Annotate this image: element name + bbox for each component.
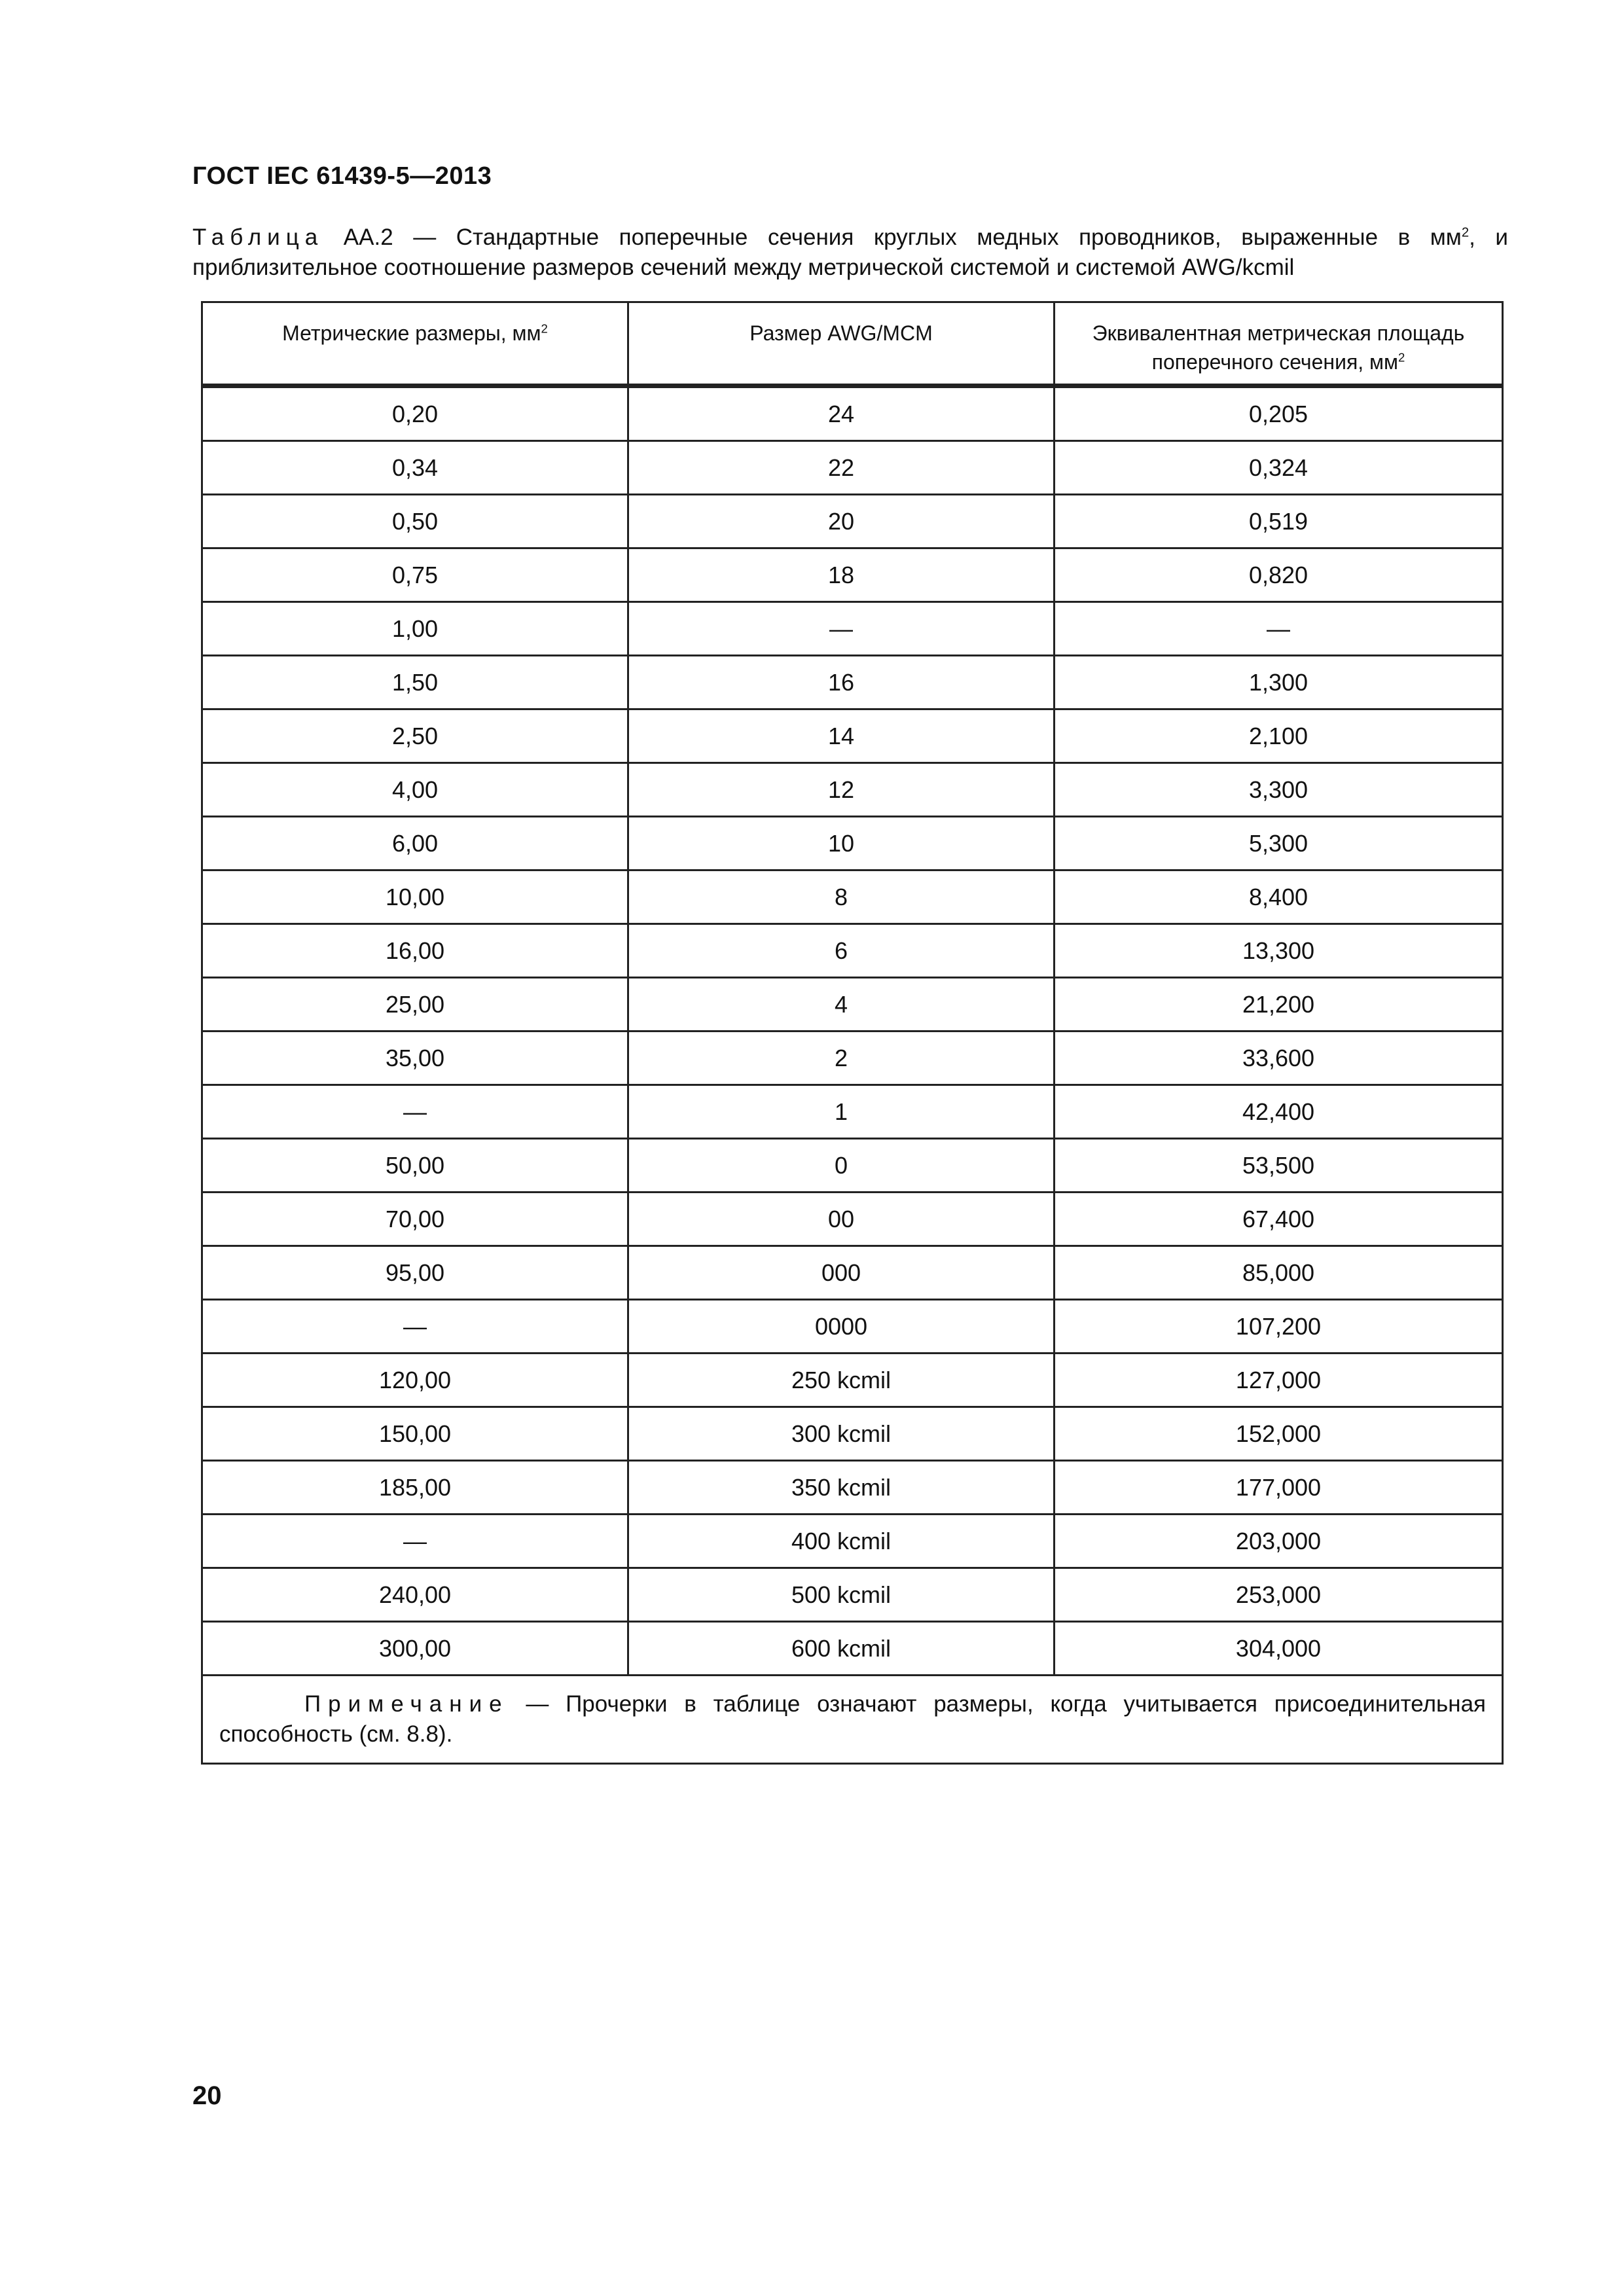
- cell-equivalent-area: 2,100: [1055, 709, 1503, 763]
- cell-metric-size: 0,75: [202, 548, 628, 602]
- cell-awg-size: 0: [628, 1139, 1055, 1193]
- cell-equivalent-area: 85,000: [1055, 1246, 1503, 1300]
- cell-metric-size: 95,00: [202, 1246, 628, 1300]
- cell-metric-size: 240,00: [202, 1568, 628, 1622]
- note-label: Примечание: [304, 1691, 509, 1717]
- table-row: [202, 1407, 1503, 1461]
- cell-equivalent-area: 33,600: [1055, 1031, 1503, 1085]
- cell-metric-size: 1,50: [202, 656, 628, 709]
- cell-awg-size: 0000: [628, 1300, 1055, 1354]
- cell-awg-size: 4: [628, 978, 1055, 1031]
- header-metric-size-sup: 2: [541, 321, 548, 336]
- table-row: [202, 1515, 1503, 1568]
- table-body: [202, 386, 1503, 1676]
- cell-awg-size: 00: [628, 1193, 1055, 1246]
- cell-metric-size: 4,00: [202, 763, 628, 817]
- cell-metric-size: —: [202, 1085, 628, 1139]
- table-row: [202, 709, 1503, 763]
- cell-awg-size: 18: [628, 548, 1055, 602]
- cell-awg-size: 12: [628, 763, 1055, 817]
- header-equivalent-area: [1055, 302, 1503, 386]
- cell-awg-size: 8: [628, 870, 1055, 924]
- table-row: [202, 548, 1503, 602]
- cell-equivalent-area: 1,300: [1055, 656, 1503, 709]
- cell-equivalent-area: 42,400: [1055, 1085, 1503, 1139]
- cell-equivalent-area: 177,000: [1055, 1461, 1503, 1515]
- cell-awg-size: 6: [628, 924, 1055, 978]
- cell-metric-size: 185,00: [202, 1461, 628, 1515]
- table-row: [202, 1085, 1503, 1139]
- table-row: [202, 1246, 1503, 1300]
- cell-equivalent-area: 67,400: [1055, 1193, 1503, 1246]
- table-row: [202, 1300, 1503, 1354]
- cell-equivalent-area: 5,300: [1055, 817, 1503, 870]
- caption-label: Таблица: [192, 224, 324, 250]
- cell-awg-size: 20: [628, 495, 1055, 548]
- cell-awg-size: 400 kcmil: [628, 1515, 1055, 1568]
- header-awg-size-text: Размер AWG/MCM: [749, 321, 933, 345]
- table-row: [202, 602, 1503, 656]
- document-header: ГОСТ IEC 61439-5—2013: [192, 162, 492, 190]
- cell-equivalent-area: —: [1055, 602, 1503, 656]
- table-row: [202, 656, 1503, 709]
- table-header-row: [202, 302, 1503, 386]
- cell-awg-size: 24: [628, 386, 1055, 441]
- cell-awg-size: 250 kcmil: [628, 1354, 1055, 1407]
- cell-metric-size: 50,00: [202, 1139, 628, 1193]
- cell-equivalent-area: 53,500: [1055, 1139, 1503, 1193]
- cell-awg-size: 500 kcmil: [628, 1568, 1055, 1622]
- cell-equivalent-area: 21,200: [1055, 978, 1503, 1031]
- cell-equivalent-area: 0,205: [1055, 386, 1503, 441]
- cell-awg-size: 14: [628, 709, 1055, 763]
- cell-equivalent-area: 0,519: [1055, 495, 1503, 548]
- cell-equivalent-area: 0,324: [1055, 441, 1503, 495]
- cell-metric-size: —: [202, 1300, 628, 1354]
- table-row: [202, 870, 1503, 924]
- note-text: — Прочерки в таблице означают размеры, когда учитывается присоединительная способность (см. 8.8).: [219, 1691, 1486, 1747]
- cell-metric-size: 25,00: [202, 978, 628, 1031]
- caption-text-1: АА.2 — Стандартные поперечные сечения круглых медных проводников, выраженные в мм: [343, 224, 1462, 250]
- cell-equivalent-area: 107,200: [1055, 1300, 1503, 1354]
- cell-awg-size: 1: [628, 1085, 1055, 1139]
- cell-metric-size: 10,00: [202, 870, 628, 924]
- cell-awg-size: 300 kcmil: [628, 1407, 1055, 1461]
- table-row: [202, 441, 1503, 495]
- cell-equivalent-area: 203,000: [1055, 1515, 1503, 1568]
- cell-metric-size: 35,00: [202, 1031, 628, 1085]
- header-equivalent-area-sup: 2: [1398, 350, 1405, 365]
- table-row: [202, 386, 1503, 441]
- cell-awg-size: 000: [628, 1246, 1055, 1300]
- table-row: [202, 1031, 1503, 1085]
- header-metric-size: [202, 302, 628, 386]
- cell-metric-size: 1,00: [202, 602, 628, 656]
- cell-metric-size: 300,00: [202, 1622, 628, 1676]
- note-row: [202, 1676, 1503, 1764]
- table-row: [202, 495, 1503, 548]
- table-row: [202, 1622, 1503, 1676]
- caption-text-2: , и приблизительное соотношение размеров сечений между метрической системой и системой AWG/kcmil: [192, 224, 1508, 280]
- cell-metric-size: 6,00: [202, 817, 628, 870]
- header-metric-size-text: Метрические размеры, мм: [282, 321, 541, 345]
- header-awg-size: [628, 302, 1055, 386]
- cell-metric-size: —: [202, 1515, 628, 1568]
- table-row: [202, 1354, 1503, 1407]
- cell-metric-size: 16,00: [202, 924, 628, 978]
- table-caption: [192, 223, 1508, 283]
- cell-metric-size: 70,00: [202, 1193, 628, 1246]
- sizes-table: [201, 301, 1504, 1765]
- cell-equivalent-area: 152,000: [1055, 1407, 1503, 1461]
- caption-sup: 2: [1461, 225, 1470, 240]
- header-equivalent-area-text: Эквивалентная метрическая площадь поперечного сечения, мм: [1092, 321, 1465, 374]
- table-row: [202, 763, 1503, 817]
- cell-equivalent-area: 3,300: [1055, 763, 1503, 817]
- table-row: [202, 1193, 1503, 1246]
- cell-equivalent-area: 253,000: [1055, 1568, 1503, 1622]
- table-row: [202, 1568, 1503, 1622]
- cell-equivalent-area: 13,300: [1055, 924, 1503, 978]
- cell-equivalent-area: 304,000: [1055, 1622, 1503, 1676]
- cell-equivalent-area: 127,000: [1055, 1354, 1503, 1407]
- cell-awg-size: 2: [628, 1031, 1055, 1085]
- cell-metric-size: 120,00: [202, 1354, 628, 1407]
- cell-awg-size: 350 kcmil: [628, 1461, 1055, 1515]
- cell-awg-size: 10: [628, 817, 1055, 870]
- cell-metric-size: 150,00: [202, 1407, 628, 1461]
- table-row: [202, 1139, 1503, 1193]
- cell-metric-size: 0,20: [202, 386, 628, 441]
- table-row: [202, 924, 1503, 978]
- cell-equivalent-area: 0,820: [1055, 548, 1503, 602]
- table-row: [202, 978, 1503, 1031]
- table-row: [202, 1461, 1503, 1515]
- table-row: [202, 817, 1503, 870]
- cell-equivalent-area: 8,400: [1055, 870, 1503, 924]
- page-number: 20: [192, 2081, 222, 2110]
- cell-metric-size: 0,50: [202, 495, 628, 548]
- cell-awg-size: 16: [628, 656, 1055, 709]
- cell-awg-size: 22: [628, 441, 1055, 495]
- cell-awg-size: —: [628, 602, 1055, 656]
- table-note: [202, 1676, 1503, 1764]
- cell-awg-size: 600 kcmil: [628, 1622, 1055, 1676]
- cell-metric-size: 0,34: [202, 441, 628, 495]
- cell-metric-size: 2,50: [202, 709, 628, 763]
